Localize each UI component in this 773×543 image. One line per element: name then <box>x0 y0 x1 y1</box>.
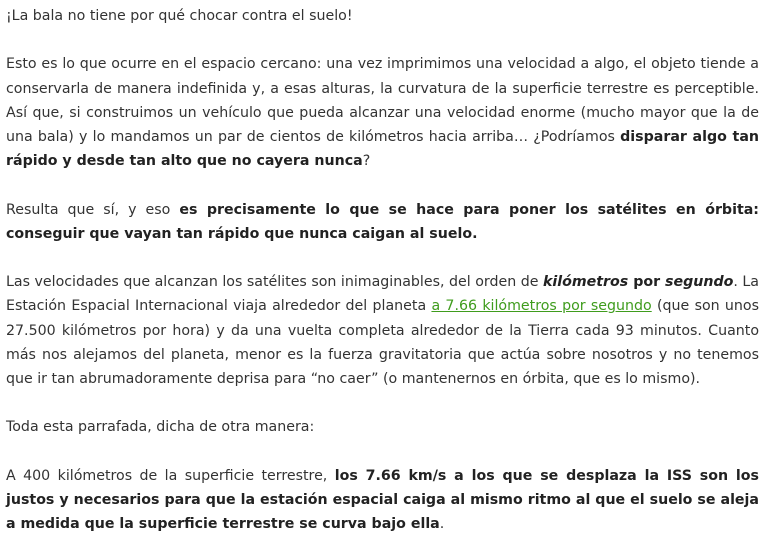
paragraph-conclusion <box>6 464 759 537</box>
paragraph-text: Esto es lo que ocurre en el espacio cercano: una vez imprimimos una velocidad a algo, el objeto tiende a conservarla de manera indefinida y, a esas alturas, la curvatura de la superficie terrestre es perceptible. Así que, si construimos un vehículo que pueda alcanzar una velocidad enorme (mucho mayor que la de una bala) y lo mandamos un par de cientos de kilómetros hacia arriba… ¿Podríamos <box>6 56 759 145</box>
iss-speed-link[interactable]: a 7.66 kilómetros por segundo <box>431 298 652 315</box>
paragraph-text: (que son unos 27.500 kilómetros por hora) y da una vuelta completa alrededor de la Tierra cada 93 minutos. Cuanto más nos alejamos del planeta, menor es la fuerza gravitatoria que actúa sobre nosotros y no tenemos que ir tan abrumadoramente deprisa para “no caer” (o mantenernos en órbita, que es lo mismo). <box>6 298 759 387</box>
paragraph-text: . <box>439 516 445 533</box>
italic-text: kilómetros <box>542 274 629 291</box>
paragraph-bullet-question <box>6 4 759 28</box>
bold-text: disparar algo tan rápido y desde tan alto que no cayera nunca <box>6 129 759 170</box>
paragraph-text: Las velocidades que alcanzan los satélites son inimaginables, del orden de <box>6 274 543 291</box>
bold-text: es precisamente lo que se hace para poner los satélites en órbita: conseguir que vayan tan rápido que nunca caigan al suelo. <box>6 201 759 242</box>
paragraph-text: A 400 kilómetros de la superficie terrestre, <box>6 467 335 484</box>
bold-text: por <box>628 274 666 291</box>
paragraph-near-space <box>6 52 759 173</box>
bold-italic-text <box>665 274 733 290</box>
italic-text: segundo <box>665 274 734 291</box>
paragraph-summary-intro <box>6 415 759 439</box>
bold-text: los 7.66 km/s a los que se desplaza la ISS son los justos y necesarios para que la estación espacial caiga al mismo ritmo al que el suelo se aleja a medida que la superficie terrestre se curva bajo ella <box>6 467 759 533</box>
paragraph-text: Resulta que sí, y eso <box>6 201 180 218</box>
paragraph-iss-speed <box>6 270 759 391</box>
paragraph-text: ? <box>362 153 371 170</box>
bold-italic-text <box>543 274 628 290</box>
paragraph-text: . La Estación Espacial Internacional viaja alrededor del planeta <box>6 274 759 315</box>
paragraph-satellites-orbit <box>6 198 759 246</box>
paragraph-text: ¡La bala no tiene por qué chocar contra el suelo! <box>6 8 353 24</box>
paragraph-text: Toda esta parrafada, dicha de otra manera: <box>6 419 315 436</box>
